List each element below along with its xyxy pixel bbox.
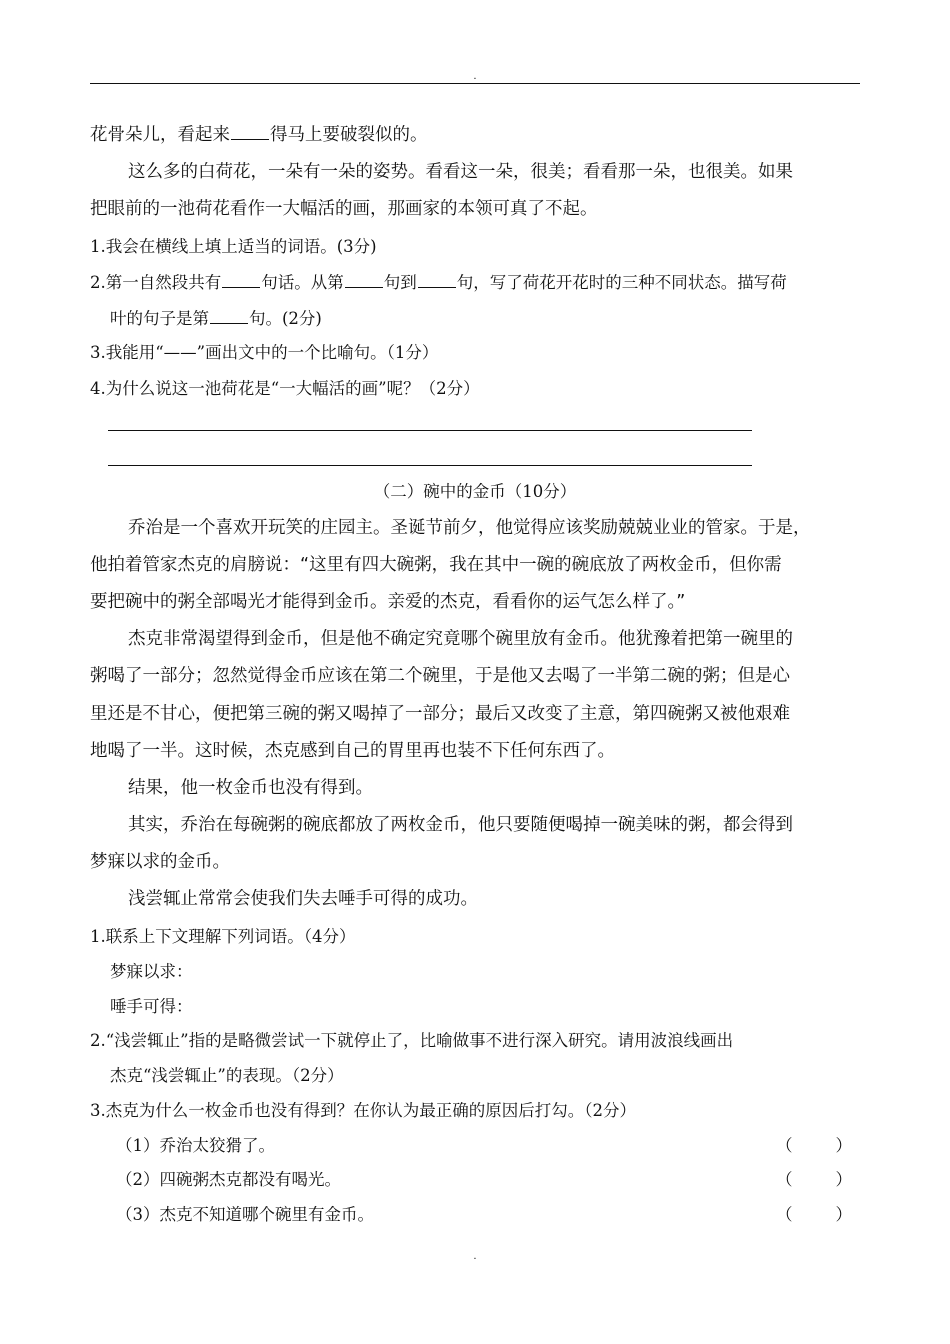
q2-3: 3.杰克为什么一枚金币也没有得到？在你认为最正确的原因后打勾。（2分） [90, 1101, 636, 1120]
section2-p4-line2: 梦寐以求的金币。 [90, 852, 230, 872]
paren-open: （ [776, 1205, 793, 1224]
q2-3-option: （3）杰克不知道哪个碗里有金币。 [116, 1205, 374, 1224]
fill-blank[interactable] [231, 123, 269, 140]
passage1-line1-text-b: 得马上要破裂似的。 [270, 125, 428, 145]
section2-p1-line1: 乔治是一个喜欢开玩笑的庄园主。圣诞节前夕，他觉得应该奖励兢兢业业的管家。于是， [128, 518, 811, 538]
q1-2-text-a: 2.第一自然段共有 [90, 273, 222, 292]
fill-blank[interactable] [210, 307, 248, 324]
q1-2-text-c: 句到 [383, 273, 417, 292]
passage1-line1 [90, 123, 428, 146]
fill-blank[interactable] [418, 271, 456, 288]
q2-2-line2: 杰克“浅尝辄止”的表现。（2分） [110, 1066, 344, 1085]
answer-line[interactable] [108, 465, 752, 466]
q1-2-text-d: 句，写了荷花开花时的三种不同状态。描写荷 [456, 273, 787, 292]
paren-open: （ [776, 1170, 793, 1189]
answer-parentheses[interactable] [776, 1169, 852, 1191]
section2-p2-line3: 里还是不甘心，便把第三碗的粥又喝掉了一部分；最后又改变了主意，第四碗粥又被他艰难 [90, 704, 790, 724]
section2-title: （二）碗中的金币（10分） [373, 482, 577, 501]
q1-3: 3.我能用“——”画出文中的一个比喻句。（1分） [90, 343, 439, 362]
section2-p5: 浅尝辄止常常会使我们失去唾手可得的成功。 [128, 889, 478, 909]
header-rule [90, 83, 860, 84]
fill-blank[interactable] [222, 271, 260, 288]
passage1-para2-line1: 这么多的白荷花，一朵有一朵的姿势。看看这一朵，很美；看看那一朵，也很美。如果 [128, 162, 793, 182]
paren-close: ） [835, 1136, 852, 1155]
q2-2-line1: 2.“浅尝辄止”指的是略微尝试一下就停止了，比喻做事不进行深入研究。请用波浪线画出 [90, 1031, 734, 1050]
answer-line[interactable] [108, 430, 752, 431]
answer-parentheses[interactable] [776, 1135, 852, 1157]
q1-2-text-b: 句话。从第 [261, 273, 344, 292]
passage1-para2-line2: 把眼前的一池荷花看作一大幅活的画，那画家的本领可真了不起。 [90, 199, 598, 219]
q1-2-line1 [90, 271, 787, 294]
section2-p4-line1: 其实，乔治在每碗粥的碗底都放了两枚金币，他只要随便喝掉一碗美味的粥，都会得到 [128, 815, 793, 835]
q2-1-term1: 梦寐以求： [110, 962, 193, 981]
q1-2-text-e: 叶的句子是第 [110, 309, 209, 328]
header-dot: . [473, 71, 477, 82]
section2-p2-line4: 地喝了一半。这时候，杰克感到自己的胃里再也装不下任何东西了。 [90, 741, 615, 761]
q2-3-option: （2）四碗粥杰克都没有喝光。 [116, 1170, 341, 1189]
q2-1-term2: 唾手可得： [110, 997, 193, 1016]
section2-p3: 结果，他一枚金币也没有得到。 [128, 778, 373, 798]
q1-4: 4.为什么说这一池荷花是“一大幅活的画”呢？（2分） [90, 379, 480, 398]
q1-2-text-f: 句。(2分) [249, 309, 322, 328]
section2-p2-line1: 杰克非常渴望得到金币，但是他不确定究竟哪个碗里放有金币。他犹豫着把第一碗里的 [128, 629, 793, 649]
footer-dot: . [473, 1251, 477, 1262]
section2-p1-line3: 要把碗中的粥全部喝光才能得到金币。亲爱的杰克，看看你的运气怎么样了。” [90, 592, 686, 612]
answer-parentheses[interactable] [776, 1204, 852, 1226]
paren-close: ） [835, 1170, 852, 1189]
paren-open: （ [776, 1136, 793, 1155]
q2-3-option: （1）乔治太狡猾了。 [116, 1136, 275, 1155]
passage1-line1-text-a: 花骨朵儿，看起来 [90, 125, 230, 145]
fill-blank[interactable] [345, 271, 383, 288]
section2-p2-line2: 粥喝了一部分；忽然觉得金币应该在第二个碗里，于是他又去喝了一半第二碗的粥；但是心 [90, 666, 790, 686]
q1-2-line2 [110, 307, 322, 330]
q1-1: 1.我会在横线上填上适当的词语。(3分) [90, 237, 377, 256]
q2-1: 1.联系上下文理解下列词语。（4分） [90, 927, 356, 946]
section2-p1-line2: 他拍着管家杰克的肩膀说：“这里有四大碗粥，我在其中一碗的碗底放了两枚金币，但你需 [90, 555, 782, 575]
paren-close: ） [835, 1205, 852, 1224]
